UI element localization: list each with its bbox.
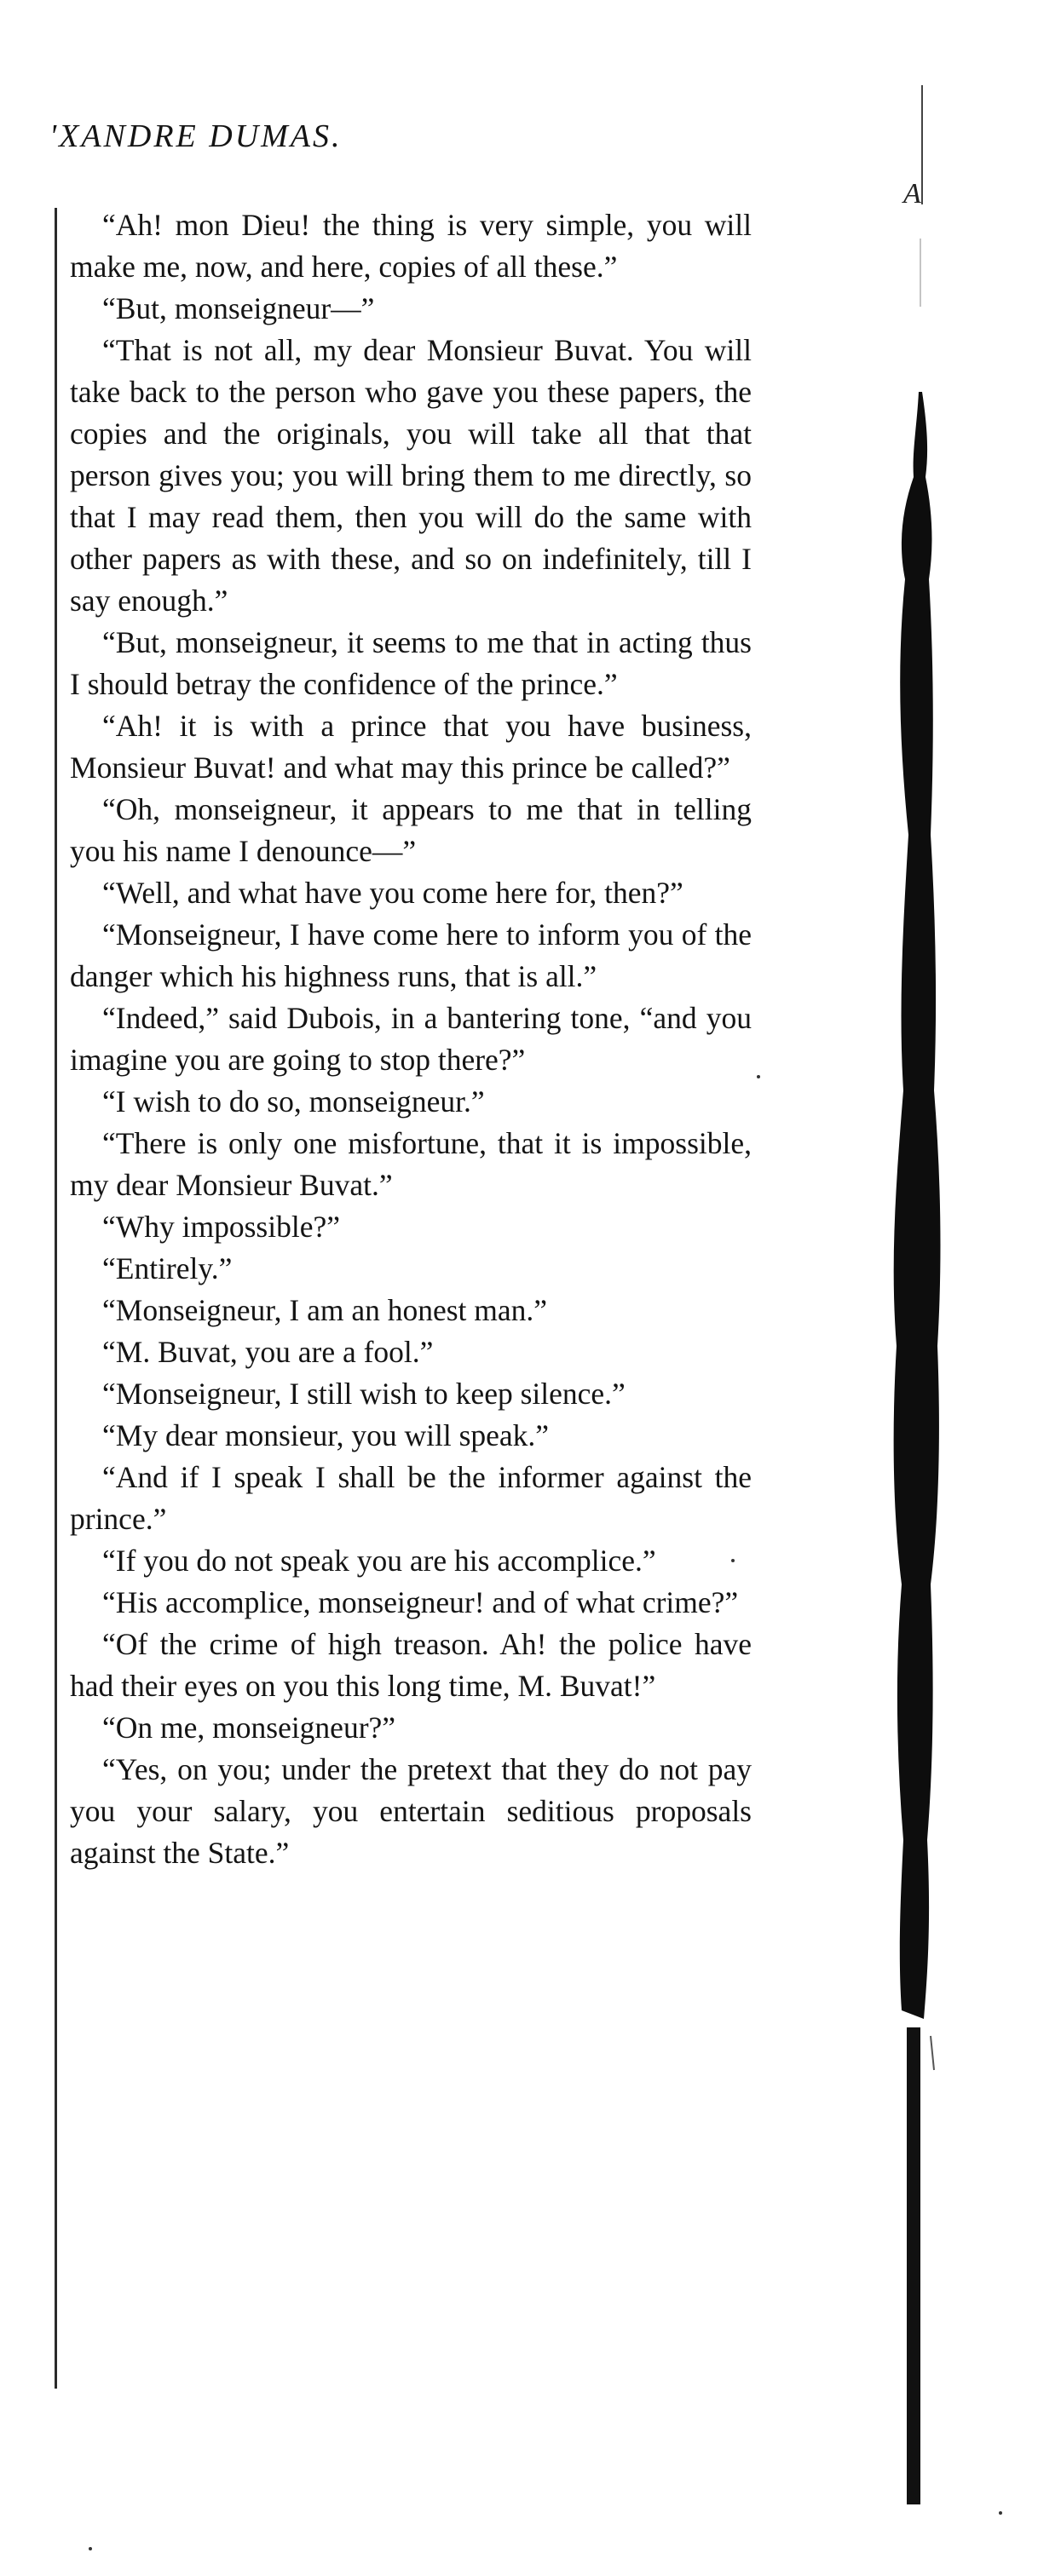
- paragraph: “But, monseigneur, it seems to me that in acting thus I should betray the confidence of the prince.”: [70, 625, 752, 701]
- paragraph: “And if I speak I shall be the informer against the prince.”: [70, 1460, 752, 1536]
- scan-speck: [757, 1075, 760, 1078]
- paragraph: “Why impossible?”: [102, 1210, 340, 1244]
- paragraph: “Ah! mon Dieu! the thing is very simple, you will make me, now, and here, copies of all these.”: [70, 208, 752, 284]
- scan-speck: [999, 2511, 1002, 2515]
- text-column: [70, 204, 752, 1874]
- scan-speck: [731, 1559, 735, 1562]
- margin-rule: [55, 208, 57, 2389]
- paragraph: “Well, and what have you come here for, then?”: [102, 876, 683, 910]
- paragraph: “Monseigneur, I am an honest man.”: [102, 1293, 548, 1327]
- paragraph: “But, monseigneur—”: [102, 291, 375, 325]
- paragraph: “Monseigneur, I still wish to keep silence.”: [102, 1377, 626, 1411]
- paragraph: “If you do not speak you are his accomplice.”: [102, 1544, 656, 1578]
- paragraph: “On me, monseigneur?”: [102, 1711, 396, 1745]
- running-head: 'XANDRE DUMAS.: [49, 118, 343, 154]
- paragraph: “My dear monsieur, you will speak.”: [102, 1418, 550, 1452]
- paragraph: “There is only one misfortune, that it is impossible, my dear Monsieur Buvat.”: [70, 1126, 752, 1202]
- margin-mark: A: [903, 178, 921, 210]
- paragraph: “Ah! it is with a prince that you have business, Monsieur Buvat! and what may this prince be called?”: [70, 709, 752, 785]
- paragraph: “That is not all, my dear Monsieur Buvat. You will take back to the person who gave you these papers, the copies and the originals, you will take all that that person gives you; you will bring them to me directly, so that I may read them, then you will do the same with other papers as with these, and so on indefinitely, till I say enough.”: [70, 333, 752, 618]
- paragraph: “Indeed,” said Dubois, in a bantering tone, “and you imagine you are going to stop there?”: [70, 1001, 752, 1077]
- paragraph: “I wish to do so, monseigneur.”: [102, 1084, 485, 1118]
- paragraph: “Of the crime of high treason. Ah! the police have had their eyes on you this long time, M. Buvat!”: [70, 1627, 752, 1703]
- paragraph: “Monseigneur, I have come here to inform you of the danger which his highness runs, that is all.”: [70, 917, 752, 993]
- paragraph: “Entirely.”: [102, 1251, 233, 1285]
- paragraph: “Yes, on you; under the pretext that they do not pay you your salary, you entertain seditious proposals against the State.”: [70, 1752, 752, 1870]
- paragraph: “His accomplice, monseigneur! and of what crime?”: [102, 1585, 739, 1619]
- scan-speck: [89, 2547, 92, 2550]
- binding-shadow: [878, 68, 1014, 2539]
- paragraph: “M. Buvat, you are a fool.”: [102, 1335, 434, 1369]
- paragraph: “Oh, monseigneur, it appears to me that in telling you his name I denounce—”: [70, 792, 752, 868]
